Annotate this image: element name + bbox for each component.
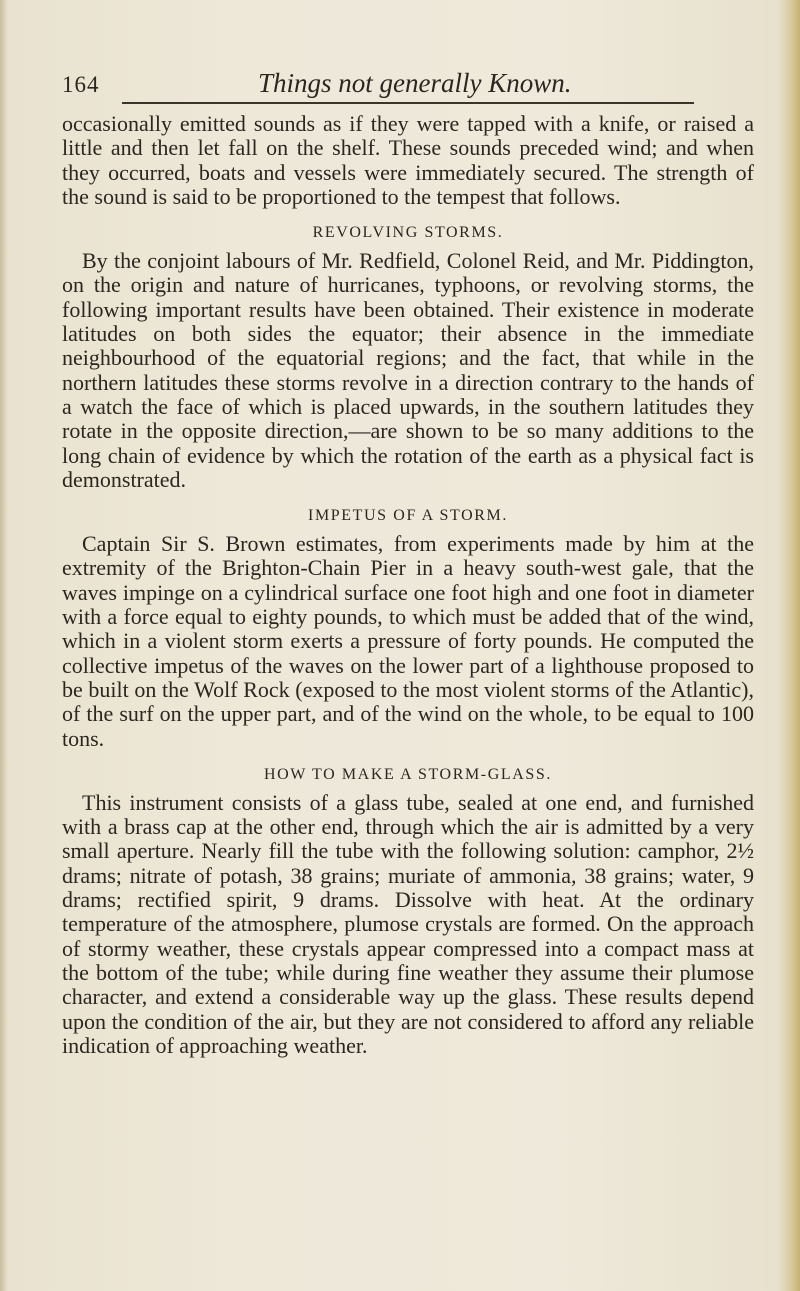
heading-storm-glass: HOW TO MAKE A STORM-GLASS. [263,765,552,783]
page-gutter-shadow [0,0,8,1291]
page-number: 164 [62,72,100,97]
paragraph-revolving-storms: By the conjoint labours of Mr. Redfield, Colonel Reid, and Mr. Piddington, on the origin and nature of hurricanes, typhoons, or revolving storms, the following important results have been obtained. Their existence in moderate latitudes on both sides the equator; their absence in the immediate neighbourhood of the equatorial regions; and the fact, that while in the northern latitudes these storms revolve in a direction contrary to the hands of a watch the face of which is placed upwards, in the southern latitudes they rotate in the opposite direction,—are shown to be so many additions to the long chain of evidence by which the rotation of the earth as a physical fact is demonstrated. [62,248,754,492]
section-storm-glass [62,765,754,1058]
paragraph-impetus-of-storm: Captain Sir S. Brown estimates, from experiments made by him at the extremity of the Brighton-Chain Pier in a heavy south-west gale, that the waves impinge on a cylindrical surface one foot high and one foot in diameter with a force equal to eighty pounds, to which must be added that of the wind, which in a violent storm exerts a pressure of forty pounds. He computed the collective impetus of the waves on the lower part of a lighthouse proposed to be built on the Wolf Rock (exposed to the most violent storms of the Atlantic), of the surf on the upper part, and of the wind on the whole, to be equal to 100 tons. [62,531,754,751]
page-header [62,64,754,102]
running-title: Things not generally Known. [258,68,572,98]
header-rule [122,102,694,104]
section-continued-text [62,112,754,209]
section-impetus-of-storm [62,506,754,751]
heading-impetus-of-storm: IMPETUS OF A STORM. [308,507,508,525]
page-edge-stain [778,0,800,1291]
paragraph-continued: occasionally emitted sounds as if they were tapped with a knife, or raised a little and then let fall on the shelf. These sounds preceded wind; and when they occurred, boats and vessels were immediately secured. The strength of the sound is said to be proportioned to the tempest that follows. [62,111,754,209]
page-body [62,112,754,1058]
paragraph-storm-glass: This instrument consists of a glass tube, sealed at one end, and furnished with a brass cap at the other end, through which the air is admitted by a very small aperture. Nearly fill the tube with the following solution: camphor, 2½ drams; nitrate of potash, 38 grains; muriate of ammonia, 38 grains; water, 9 drams; rectified spirit, 9 drams. Dissolve with heat. At the ordinary temperature of the atmosphere, plumose crystals are formed. On the approach of stormy weather, these crystals appear compressed into a compact mass at the bottom of the tube; while during fine weather they assume their plumose character, and extend a considerable way up the glass. These results depend upon the condition of the air, but they are not considered to afford any reliable indication of approaching weather. [62,789,754,1058]
heading-revolving-storms: REVOLVING STORMS. [312,224,504,242]
section-revolving-storms [62,223,754,492]
